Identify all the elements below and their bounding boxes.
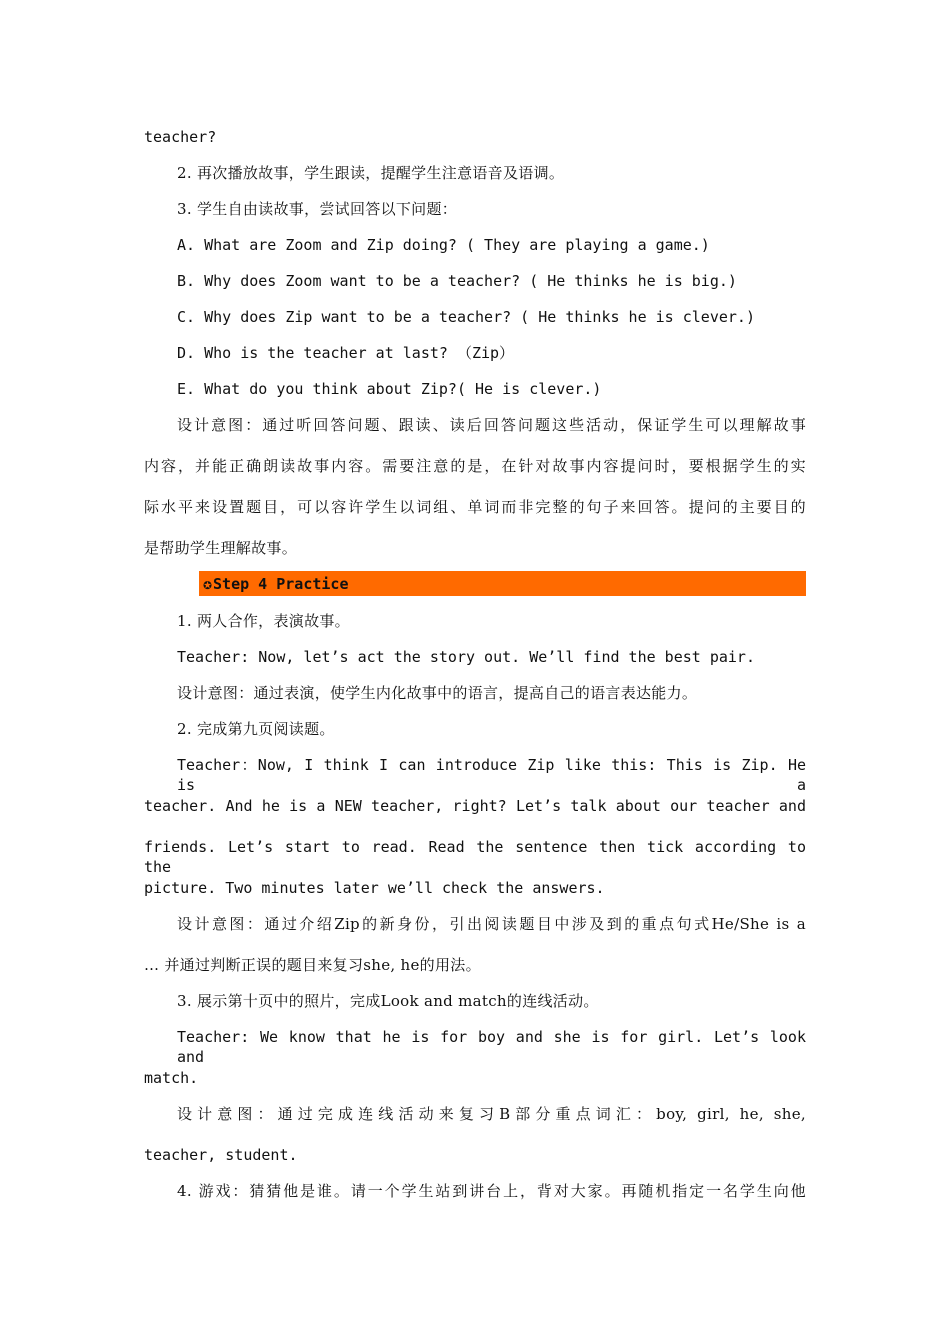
- text-line: Teacher：Now, I think I can introduce Zip like this: This is Zip. He is a: [177, 756, 806, 794]
- design-intent-line: 设计意图：通过表演，使学生内化故事中的语言，提高自己的语言表达能力。: [177, 684, 698, 702]
- text-line: picture. Two minutes later we’ll check the answers.: [144, 879, 605, 897]
- design-intent-line: teacher, student.: [144, 1146, 298, 1164]
- question-b: B. Why does Zoom want to be a teacher? ( He thinks he is big.): [177, 272, 737, 290]
- text-line: friends. Let’s start to read. Read the sentence then tick according to the: [144, 838, 806, 876]
- star-circle-icon: ✪: [203, 575, 213, 593]
- text-line: 1. 两人合作，表演故事。: [177, 612, 350, 630]
- text-line: Teacher: We know that he is for boy and she is for girl. Let’s look and: [177, 1028, 806, 1066]
- step-banner-label: Step 4 Practice: [213, 575, 349, 593]
- design-intent-line: … 并通过判断正误的题目来复习she, he的用法。: [144, 956, 481, 974]
- question-d: D. Who is the teacher at last? （Zip）: [177, 344, 515, 362]
- text-line: 3. 展示第十页中的照片，完成Look and match的连线活动。: [177, 992, 599, 1010]
- text-line: teacher. And he is a NEW teacher, right? Let’s talk about our teacher and: [144, 797, 806, 815]
- design-intent-line: 际水平来设置题目，可以容许学生以词组、单词而非完整的句子来回答。提问的主要目的: [144, 498, 806, 516]
- text-line: teacher?: [144, 128, 217, 146]
- text-line: 2. 再次播放故事，学生跟读，提醒学生注意语音及语调。: [177, 164, 565, 182]
- question-a: A. What are Zoom and Zip doing? ( They are playing a game.): [177, 236, 710, 254]
- text-line: 2. 完成第九页阅读题。: [177, 720, 335, 738]
- design-intent-line: 内容，并能正确朗读故事内容。需要注意的是，在针对故事内容提问时，要根据学生的实: [144, 457, 806, 475]
- design-intent-line: 设计意图：通过听回答问题、跟读、读后回答问题这些活动，保证学生可以理解故事: [177, 416, 806, 434]
- text-line: match.: [144, 1069, 199, 1087]
- design-intent-line: 是帮助学生理解故事。: [144, 539, 298, 557]
- text-line: 3. 学生自由读故事，尝试回答以下问题：: [177, 200, 458, 218]
- design-intent-line: 设计意图：通过介绍Zip的新身份，引出阅读题目中涉及到的重点句式He/She is a: [177, 915, 806, 933]
- question-c: C. Why does Zip want to be a teacher? ( He thinks he is clever.): [177, 308, 755, 326]
- step-banner-heading: [203, 574, 349, 594]
- design-intent-line: 设计意图：通过完成连线活动来复习B部分重点词汇：boy, girl, he, she,: [177, 1105, 806, 1123]
- text-line: Teacher: Now, let’s act the story out. We’ll find the best pair.: [177, 648, 755, 666]
- text-line: 4. 游戏：猜猜他是谁。请一个学生站到讲台上，背对大家。再随机指定一名学生向他: [177, 1182, 806, 1200]
- question-e: E. What do you think about Zip?( He is clever.): [177, 380, 602, 398]
